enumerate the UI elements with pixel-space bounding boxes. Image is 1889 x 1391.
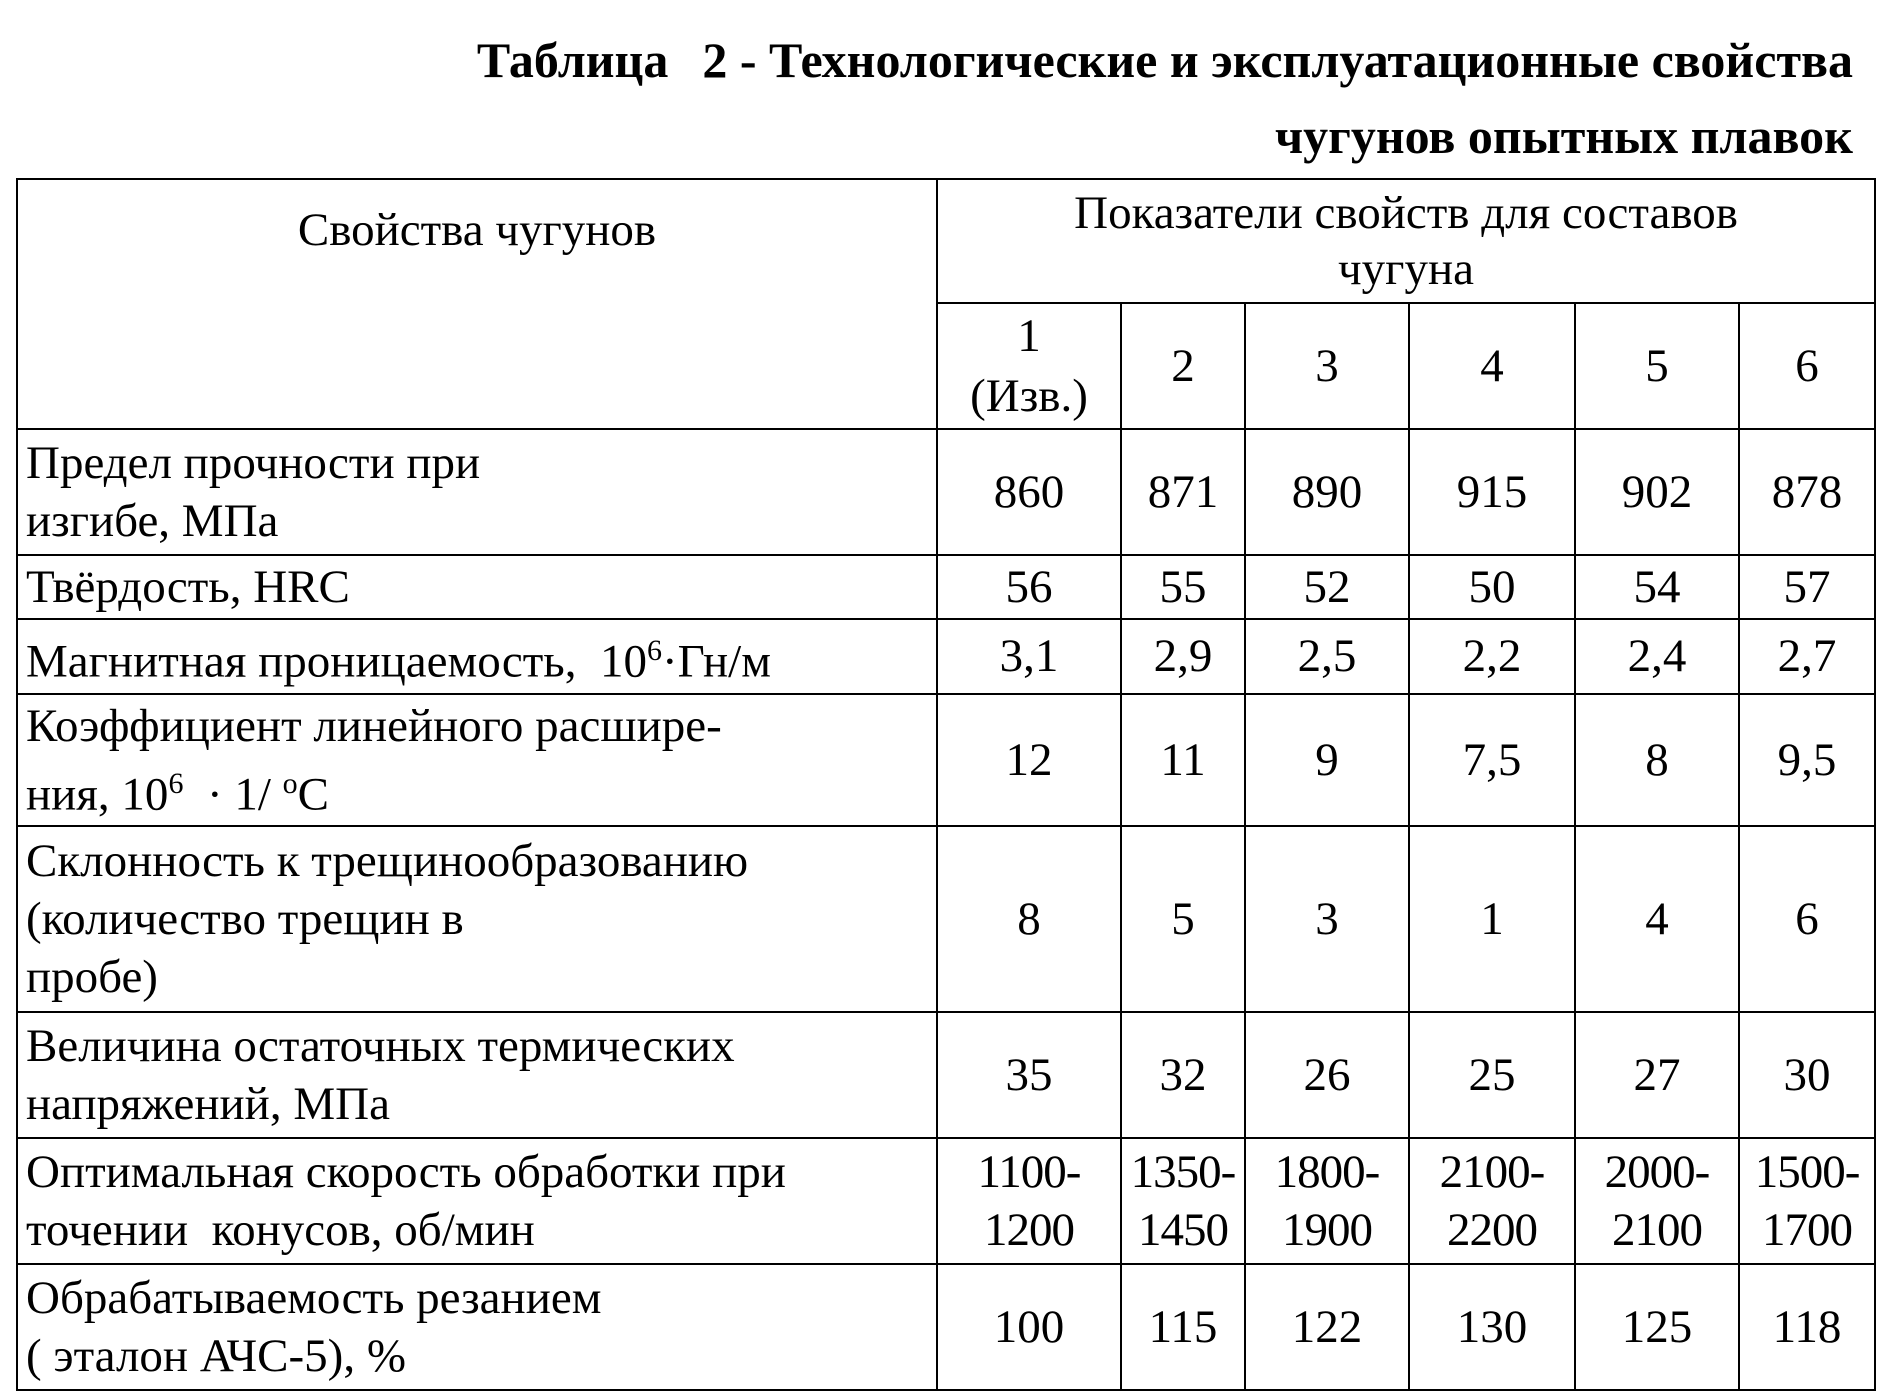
table-cell: 25 [1409, 1012, 1575, 1138]
range-start: 1500- [1754, 1146, 1860, 1199]
row-label [17, 1012, 937, 1138]
row-label-line: изгибе, МПа [26, 495, 279, 547]
table-cell: 55 [1121, 555, 1245, 619]
table-cell: 890 [1245, 429, 1409, 555]
table-cell: 11 [1121, 694, 1245, 827]
table-cell: 2,9 [1121, 619, 1245, 694]
table-cell: 32 [1121, 1012, 1245, 1138]
header-col-3 [1245, 303, 1409, 429]
row-label-line: ( эталон АЧС-5), % [26, 1330, 406, 1383]
header-col-6 [1739, 303, 1875, 429]
table-row [17, 1012, 1875, 1138]
header-group [937, 179, 1875, 303]
row-label-line: Склонность к трещинообразованию [26, 835, 749, 888]
caption-label: Таблица [476, 32, 669, 88]
table-cell: 115 [1121, 1264, 1245, 1390]
table-cell: 100 [937, 1264, 1121, 1390]
row-label-line: напряжений, МПа [26, 1078, 390, 1131]
table-cell: 122 [1245, 1264, 1409, 1390]
table-cell: 7,5 [1409, 694, 1575, 827]
header-col-5 [1575, 303, 1739, 429]
range-end: 1900 [1282, 1204, 1372, 1257]
header-group-line-1: Показатели свойств для составов [1074, 187, 1738, 239]
table-cell: 902 [1575, 429, 1739, 555]
row-label-unit: ·Гн/м [661, 635, 771, 688]
table-cell: 860 [937, 429, 1121, 555]
row-label-line: Обрабатываемость резанием [26, 1272, 602, 1325]
header-col-2 [1121, 303, 1245, 429]
row-label [17, 429, 937, 555]
table-cell: 878 [1739, 429, 1875, 555]
table-cell: 52 [1245, 555, 1409, 619]
table-cell: 130 [1409, 1264, 1575, 1390]
row-label-exponent: 6 [168, 766, 184, 800]
table-cell: 9,5 [1739, 694, 1875, 827]
header-col-1 [937, 303, 1121, 429]
table-cell: 8 [1575, 694, 1739, 827]
table-row [17, 1264, 1875, 1390]
header-col-number: 2 [1171, 340, 1195, 392]
table-cell: 871 [1121, 429, 1245, 555]
header-col-note: (Изв.) [970, 370, 1088, 422]
table-row [17, 429, 1875, 555]
table-cell: 35 [937, 1012, 1121, 1138]
table-cell: 54 [1575, 555, 1739, 619]
row-label-line: Оптимальная скорость обработки при [26, 1146, 786, 1199]
row-label-line: пробе) [26, 951, 158, 1004]
range-start: 2100- [1439, 1146, 1545, 1199]
row-label-text: Магнитная проницаемость, 10 [26, 635, 647, 688]
table-cell: 3 [1245, 826, 1409, 1012]
table-cell: 57 [1739, 555, 1875, 619]
row-label-text: · 1/ [183, 768, 283, 821]
table-cell: 56 [937, 555, 1121, 619]
table-caption [477, 22, 1853, 174]
table-cell: 9 [1245, 694, 1409, 827]
table-cell [937, 1138, 1121, 1264]
header-col-number: 5 [1645, 340, 1669, 392]
range-start: 1100- [977, 1146, 1081, 1199]
caption-number: 2 - [702, 32, 757, 88]
table-cell: 4 [1575, 826, 1739, 1012]
table-row [17, 826, 1875, 1012]
table-cell: 915 [1409, 429, 1575, 555]
caption-title-line-1: Технологические и эксплуатационные свойства [769, 32, 1853, 88]
row-label-line: Величина остаточных термических [26, 1020, 735, 1073]
table-cell: 6 [1739, 826, 1875, 1012]
table-cell: 27 [1575, 1012, 1739, 1138]
row-label-line: Предел прочности при [26, 437, 481, 489]
header-property-label: Свойства чугунов [297, 204, 657, 256]
header-col-4 [1409, 303, 1575, 429]
row-label-unit: C [297, 768, 330, 821]
degree-sign: o [282, 766, 298, 800]
row-label [17, 619, 937, 694]
table-cell: 118 [1739, 1264, 1875, 1390]
table-cell: 3,1 [937, 619, 1121, 694]
table-cell [1575, 1138, 1739, 1264]
table-cell: 26 [1245, 1012, 1409, 1138]
header-col-number: 3 [1315, 340, 1339, 392]
table-row [17, 619, 1875, 694]
range-start: 2000- [1604, 1146, 1710, 1199]
row-label: Твёрдость, HRC [17, 555, 937, 619]
table-cell: 30 [1739, 1012, 1875, 1138]
row-label-exponent: 6 [646, 634, 662, 667]
table-cell: 12 [937, 694, 1121, 827]
table-cell: 2,5 [1245, 619, 1409, 694]
row-label [17, 1264, 937, 1390]
row-label [17, 826, 937, 1012]
row-label-line: точении конусов, об/мин [26, 1204, 535, 1257]
row-label-text: ния, 10 [26, 768, 169, 821]
caption-title-line-2: чугунов опытных плавок [1274, 108, 1853, 164]
row-label-line: Коэффициент линейного расшире- [26, 699, 722, 752]
header-property-column [17, 179, 937, 429]
row-label [17, 1138, 937, 1264]
range-end: 2200 [1447, 1204, 1537, 1257]
row-label [17, 694, 937, 827]
header-col-number: 1 [1017, 310, 1041, 362]
table-cell [1739, 1138, 1875, 1264]
table-cell: 50 [1409, 555, 1575, 619]
table-cell: 8 [937, 826, 1121, 1012]
range-end: 1200 [984, 1204, 1074, 1257]
range-end: 2100 [1612, 1204, 1702, 1257]
row-label-line [26, 755, 928, 824]
table-cell [1245, 1138, 1409, 1264]
caption-line-1 [477, 22, 1853, 98]
range-end: 1450 [1138, 1204, 1228, 1257]
table-cell: 1 [1409, 826, 1575, 1012]
range-end: 1700 [1762, 1204, 1853, 1257]
range-start: 1800- [1274, 1146, 1380, 1199]
properties-table [16, 178, 1876, 1391]
table-cell: 125 [1575, 1264, 1739, 1390]
table-cell [1121, 1138, 1245, 1264]
table-cell: 2,2 [1409, 619, 1575, 694]
table-cell: 2,7 [1739, 619, 1875, 694]
header-col-number: 4 [1480, 340, 1504, 392]
range-start: 1350- [1130, 1146, 1236, 1199]
header-row-group [17, 179, 1875, 303]
header-group-line-2: чугуна [1338, 243, 1474, 295]
header-col-number: 6 [1795, 340, 1819, 392]
table-cell: 2,4 [1575, 619, 1739, 694]
table-cell: 5 [1121, 826, 1245, 1012]
table-row [17, 555, 1875, 619]
table-cell [1409, 1138, 1575, 1264]
row-label-line: (количество трещин в [26, 893, 464, 946]
table-row [17, 1138, 1875, 1264]
table-row [17, 694, 1875, 827]
